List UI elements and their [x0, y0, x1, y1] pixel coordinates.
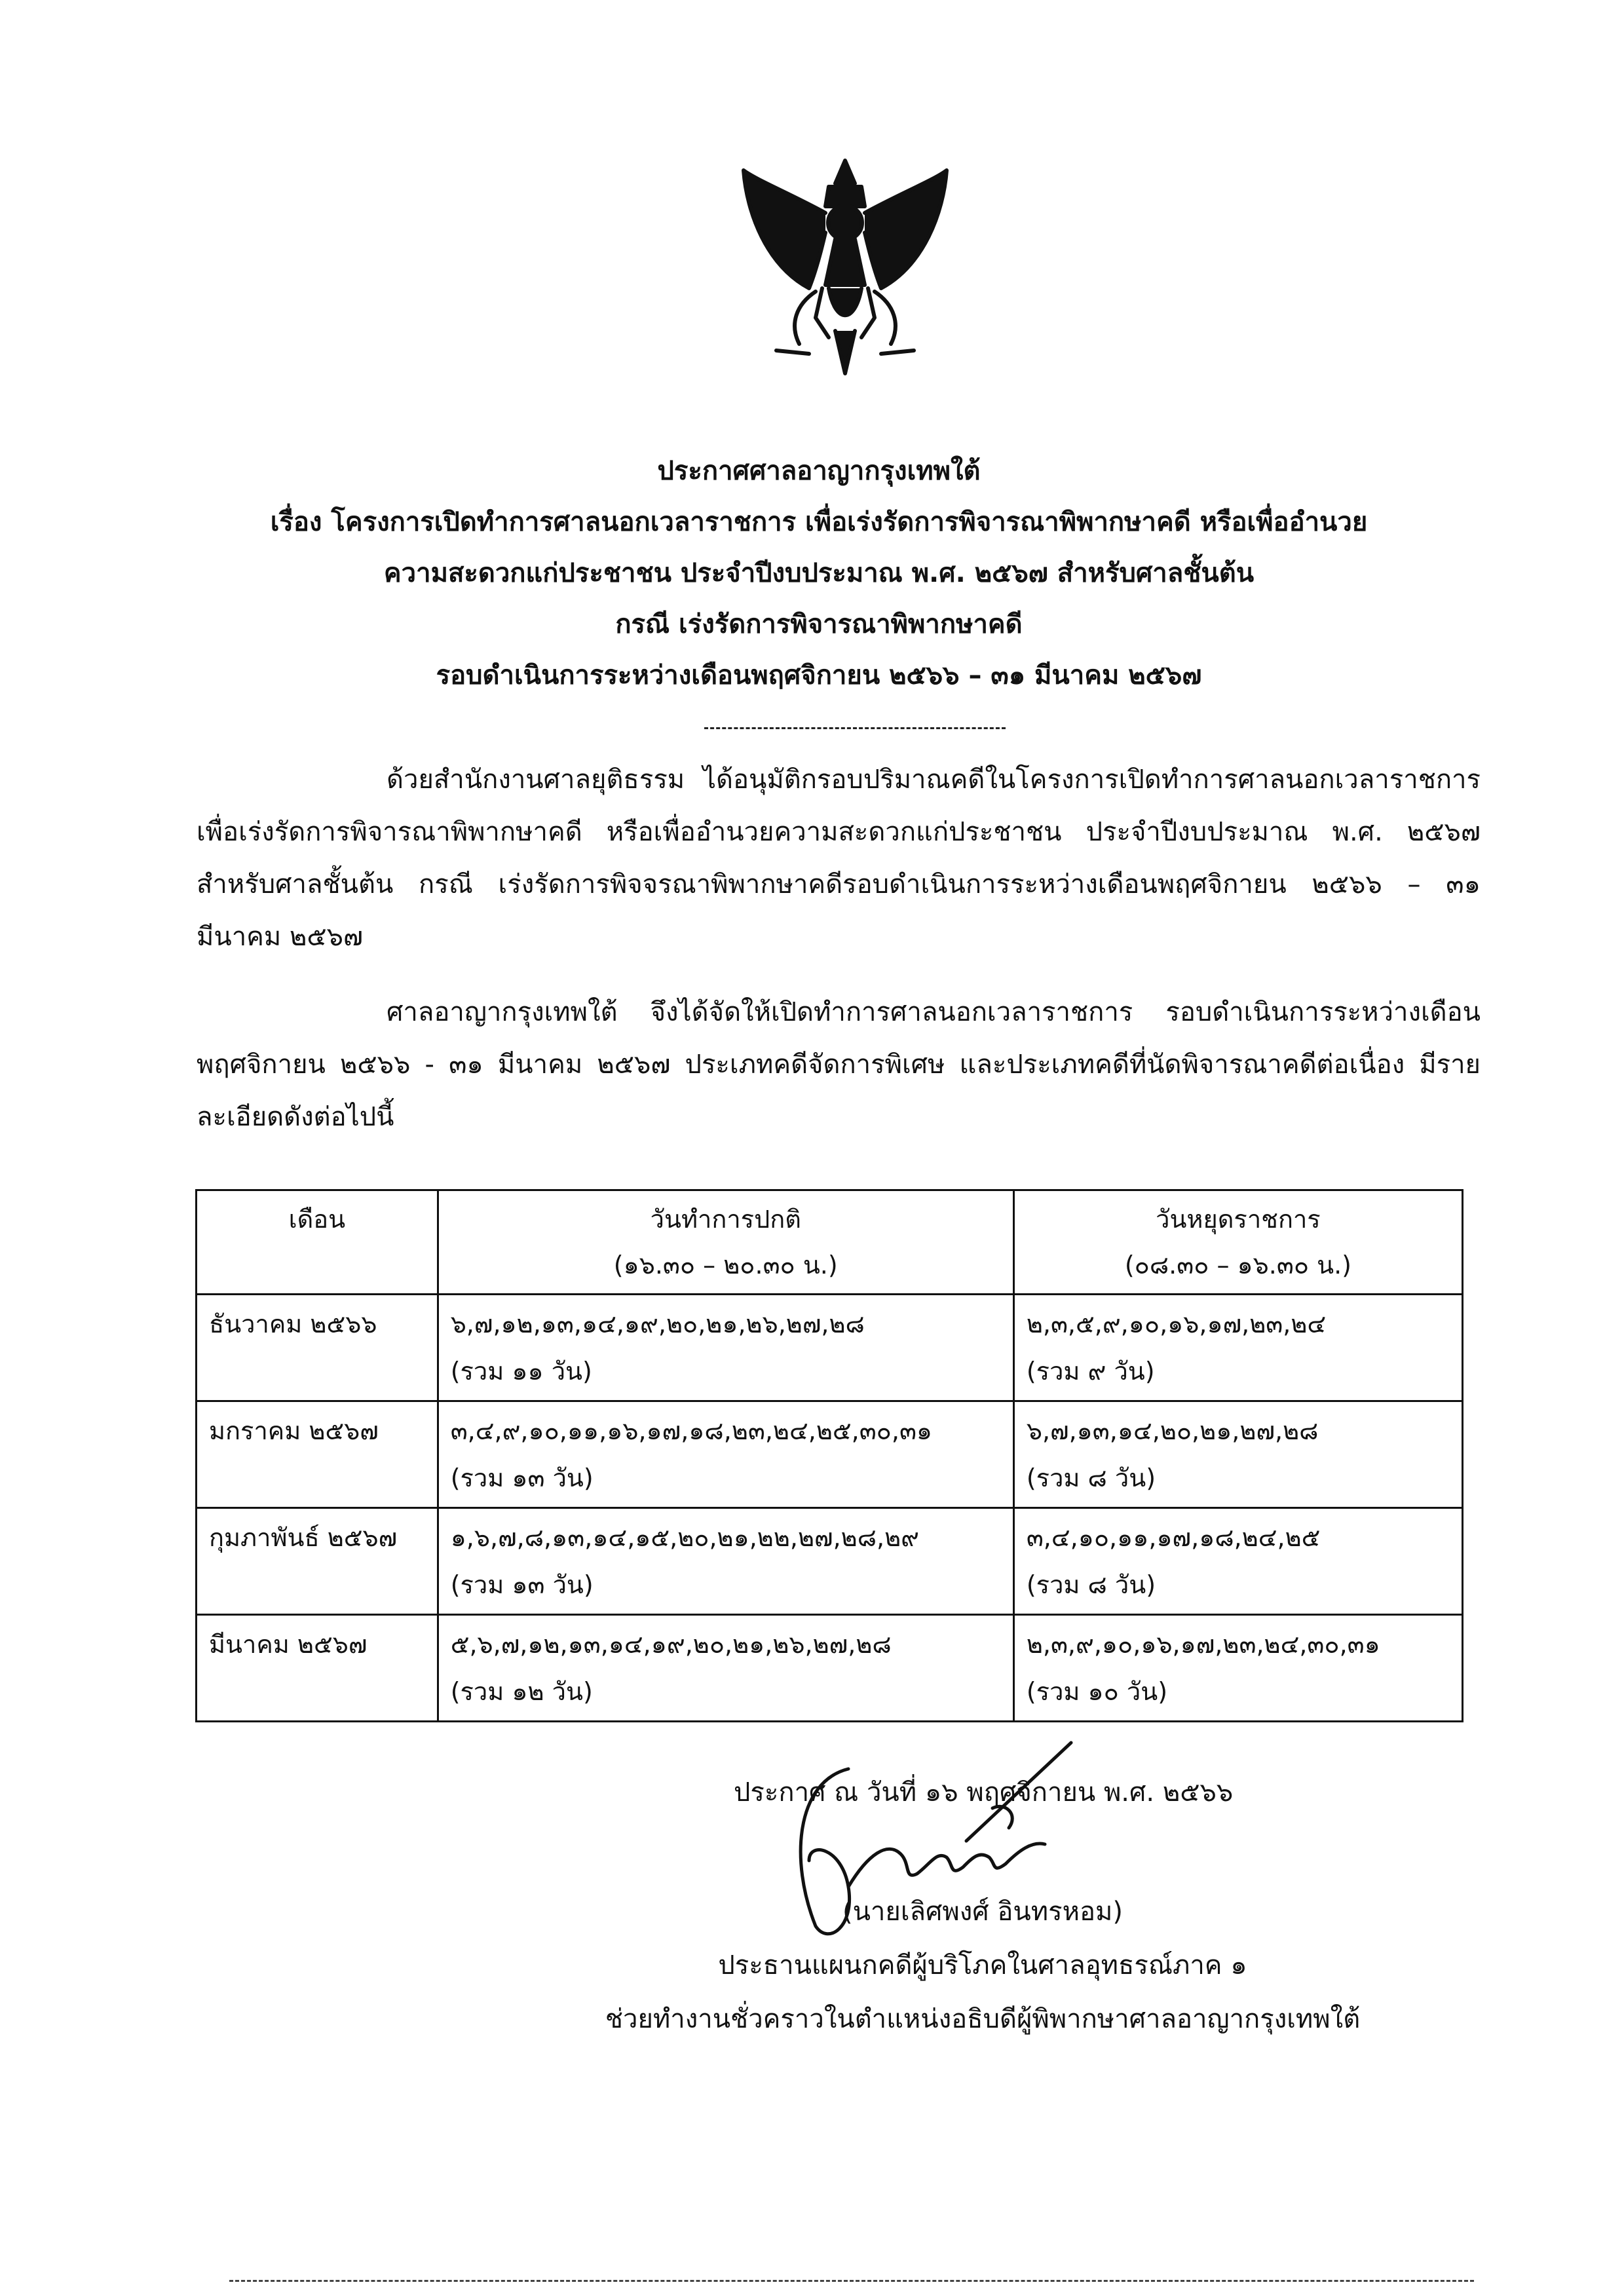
body-paragraph: [197, 753, 1481, 963]
weekday-dates: ๓,๔,๙,๑๐,๑๑,๑๖,๑๗,๑๘,๒๓,๒๔,๒๕,๓๐,๓๑: [450, 1416, 933, 1445]
table-row: [197, 1508, 1463, 1615]
header-text: วันทำการปกติ: [650, 1205, 801, 1234]
signatory-position: ประธานแผนกคดีผู้บริโภคในศาลอุทธรณ์ภาค ๑: [718, 1950, 1247, 1980]
month-cell: กุมภาพันธ์ ๒๕๖๗: [197, 1508, 438, 1615]
table-row: [197, 1401, 1463, 1508]
holiday-cell: [1013, 1508, 1462, 1615]
handwritten-signature-icon: [770, 1730, 1078, 1946]
weekday-dates: ๕,๖,๗,๑๒,๑๓,๑๔,๑๙,๒๐,๒๑,๒๖,๒๗,๒๘: [450, 1630, 892, 1659]
header-text: เดือน: [288, 1205, 346, 1234]
weekday-cell: [438, 1615, 1013, 1722]
subject-line: กรณี เร่งรัดการพิจารณาพิพากษาคดี: [615, 609, 1023, 639]
weekday-cell: [438, 1508, 1013, 1615]
subject-line: เรื่อง โครงการเปิดทำการศาลนอกเวลาราชการ เพื่อเร่งรัดการพิจารณาพิพากษาคดี หรือเพื่ออำนวย: [270, 507, 1368, 537]
schedule-table: [195, 1189, 1463, 1722]
holiday-total: (รวม ๙ วัน): [1026, 1357, 1155, 1386]
column-header-holiday: [1013, 1190, 1462, 1295]
subject-line: ความสะดวกแก่ประชาชน ประจำปีงบประมาณ พ.ศ. ๒๕๖๗ สำหรับศาลชั้นต้น: [383, 558, 1255, 588]
holiday-dates: ๓,๔,๑๐,๑๑,๑๗,๑๘,๒๔,๒๕: [1026, 1523, 1321, 1552]
weekday-total: (รวม ๑๑ วัน): [450, 1357, 592, 1386]
weekday-total: (รวม ๑๓ วัน): [450, 1464, 594, 1492]
announcement-header: [164, 445, 1474, 701]
weekday-total: (รวม ๑๓ วัน): [450, 1570, 594, 1599]
weekday-dates: ๖,๗,๑๒,๑๓,๑๔,๑๙,๒๐,๒๑,๒๖,๒๗,๒๘: [450, 1310, 865, 1338]
holiday-dates: ๒,๓,๕,๙,๑๐,๑๖,๑๗,๒๓,๒๔: [1026, 1310, 1327, 1338]
month-cell: ธันวาคม ๒๕๖๖: [197, 1295, 438, 1401]
holiday-dates: ๒,๓,๙,๑๐,๑๖,๑๗,๒๓,๒๔,๓๐,๓๑: [1026, 1630, 1380, 1659]
paragraph-text: ด้วยสำนักงานศาลยุติธรรม ได้อนุมัติกรอบปริมาณคดีในโครงการเปิดทำการศาลนอกเวลาราชการ เพื่อเร่งรัดการพิจารณาพิพากษาคดี หรือเพื่ออำนวยความสะดวกแก่ประชาชน ประจำปีงบประมาณ พ.ศ. ๒๕๖๗ สำหรับศาลชั้นต้น กรณี เร่งรัดการพิจจรณาพิพากษาคดีรอบดำเนินการระหว่างเดือนพฤศจิกายน ๒๕๖๖ – ๓๑ มีนาคม ๒๕๖๗: [197, 765, 1481, 952]
footer-divider: [229, 2280, 1474, 2282]
paragraph-text: ศาลอาญากรุงเทพใต้ จึงได้จัดให้เปิดทำการศาลนอกเวลาราชการ รอบดำเนินการระหว่างเดือนพฤศจิกายน ๒๕๖๖ - ๓๑ มีนาคม ๒๕๖๗ ประเภทคดีจัดการพิเศษ และประเภทคดีที่นัดพิจารณาคดีต่อเนื่อง มีรายละเอียดดังต่อไปนี้: [197, 997, 1481, 1132]
holiday-cell: [1013, 1615, 1462, 1722]
holiday-total: (รวม ๘ วัน): [1026, 1570, 1156, 1599]
column-header-month: [197, 1190, 438, 1295]
header-hours: (๐๘.๓๐ – ๑๖.๓๐ น.): [1124, 1251, 1352, 1279]
issuing-authority: ประกาศศาลอาญากรุงเทพใต้: [657, 456, 981, 486]
table-row: [197, 1295, 1463, 1401]
month-cell: มีนาคม ๒๕๖๗: [197, 1615, 438, 1722]
holiday-cell: [1013, 1401, 1462, 1508]
signatory-position: ช่วยทำงานชั่วคราวในตำแหน่งอธิบดีผู้พิพากษาศาลอาญากรุงเทพใต้: [605, 2004, 1361, 2034]
weekday-cell: [438, 1401, 1013, 1508]
weekday-cell: [438, 1295, 1013, 1401]
weekday-dates: ๑,๖,๗,๘,๑๓,๑๔,๑๕,๒๐,๒๑,๒๒,๒๗,๒๘,๒๙: [450, 1523, 920, 1552]
holiday-total: (รวม ๘ วัน): [1026, 1464, 1156, 1492]
garuda-emblem-icon: [737, 154, 953, 380]
table-header-row: [197, 1190, 1463, 1295]
subject-line: รอบดำเนินการระหว่างเดือนพฤศจิกายน ๒๕๖๖ – ๓๑ มีนาคม ๒๕๖๗: [436, 660, 1202, 691]
holiday-total: (รวม ๑๐ วัน): [1026, 1677, 1168, 1706]
header-text: วันหยุดราชการ: [1156, 1205, 1321, 1234]
holiday-dates: ๖,๗,๑๓,๑๔,๒๐,๒๑,๒๗,๒๘: [1026, 1416, 1319, 1445]
table-row: [197, 1615, 1463, 1722]
column-header-weekday: [438, 1190, 1013, 1295]
signatory-name: (นายเลิศพงศ์ อินทรหอม): [842, 1897, 1123, 1927]
header-hours: (๑๖.๓๐ – ๒๐.๓๐ น.): [613, 1251, 838, 1279]
header-divider: [704, 727, 1006, 729]
weekday-total: (รวม ๑๒ วัน): [450, 1677, 593, 1706]
month-cell: มกราคม ๒๕๖๗: [197, 1401, 438, 1508]
holiday-cell: [1013, 1295, 1462, 1401]
body-paragraph: [197, 986, 1481, 1143]
announcement-date: ประกาศ ณ วันที่ ๑๖ พฤศจิกายน พ.ศ. ๒๕๖๖: [734, 1777, 1234, 1808]
